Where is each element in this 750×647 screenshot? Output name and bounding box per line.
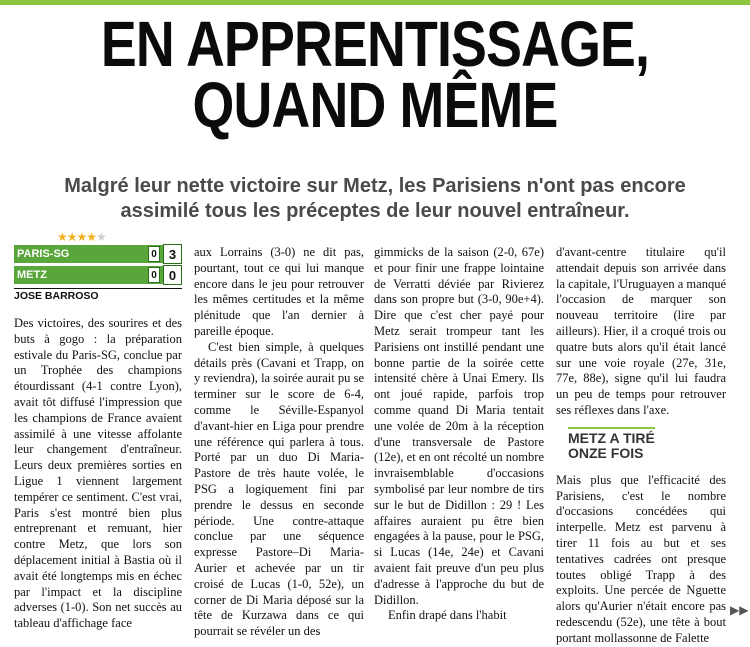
score-row-away [14,266,182,284]
article-column-4 [556,245,726,647]
article-column-2 [194,245,364,640]
subtitle [0,174,750,224]
article-column-1 [14,316,182,632]
score-row-home [14,245,182,263]
away-team-name: METZ [17,269,47,281]
continue-arrow-icon: ▶▶ [730,603,749,617]
paragraph: Enfin drapé dans l'habit [388,608,507,623]
home-half-score: 0 [148,246,160,262]
intertitle-line-1: METZ A TIRÉ [568,429,655,446]
author-byline: JOSE BARROSO [14,288,182,302]
article-column-3 [374,245,544,624]
home-final-score: 3 [163,244,182,264]
subtitle-line-1: Malgré leur nette victoire sur Metz, les Parisiens n'ont pas encore [64,175,686,197]
headline [60,8,690,141]
star-filled-icon: ★★★★ [57,230,97,244]
away-half-score: 0 [148,267,160,283]
paragraph: aux Lorrains (3-0) ne dit pas, pourtant, tout ce qui lui manque encore dans le jeu pour retrouver les mêmes certitudes et la même plénitude que l'an dernier à pareille époque. [194,245,364,338]
paragraph: gimmicks de la saison (2-0, 67e) et pour finir une frappe lointaine de Verratti déviée par Rivierez dans son propre but (3-0, 90e+4). Dire que c'est cher payé pour Metz serait trompeur tant les Parisiens ont instillé pendant une bonne partie de la soirée cette intensité chère à Unai Emery. Ils ont joué rapide, parfois trop comme quand Di Maria tentait une volée de 20m à la réception d'une transversale de Pastore (12e), et en ont récolté un nombre invraisemblable d'occasions symbolisé par leur nombre de tirs sur le but de Didillon : 29 ! Les affaires auraient pu être bien engagées à la pause, pour le PSG, si Lucas (14e, 24e) et Cavani avaient fait preuve d'un peu plus d'adresse à l'approche du but de Didillon. [374,245,544,607]
rating-stars [57,230,106,244]
headline-line-2: QUAND MÊME [192,69,558,141]
scoreboard [14,245,182,287]
paragraph: C'est bien simple, à quelques détails près (Cavani et Trapp, on y reviendra), la soirée aurait pu se terminer sur le score de 6-4, comme le Séville-Espanyol d'avant-hier en Liga pour prendre une référence qui parlera à tous. Porté par un duo Di Maria-Pastore de très haute volée, le PSG a logiquement fini par prendre le dessus en seconde période. Une contre-attaque conclue par une séquence expresse Pastore–Di Maria-Aurier et achevée par un tir croisé de Lucas (1-0, 52e), un corner de Di Maria déposé sur la tête de Kurzawa dans ce qui pourrait se révéler un des [194,339,364,639]
headline-line-1: EN APPRENTISSAGE, [100,8,650,80]
away-final-score: 0 [163,265,182,285]
subtitle-line-2: assimilé tous les préceptes de leur nouvel entraîneur. [120,200,630,222]
paragraph: Mais plus que l'efficacité des Parisiens, c'est le nombre d'occasions concédées qui interpelle. Metz est parvenu à tirer 11 fois au but et ses tentatives cadrées ont presque toutes obligé Trapp à des exploits. Une percée de Nguette alors qu'Aurier n'était encore pas redescendu (52e), une tête à bout portant mollassonne de Falette [556,472,726,645]
paragraph: Des victoires, des sourires et des buts à gogo : la préparation estivale du Paris-SG, conclue par un Trophée des champions étourdissant (4-1 contre Lyon), avait tôt diffusé l'impression que les champions de France avaient assimilé à une vitesse affolante leur changement d'entraîneur. Leurs deux premières sorties en Ligue 1 viennent largement tempérer ce sentiment. C'est vrai, Paris s'est montré bien plus entreprenant et remuant, hier contre Metz, que lors son déplacement initial à Bastia où il avait été longtemps mis en échec par l'impact et la discipline adverses (1-0). Son net succès au tableau d'affichage face [14,316,182,631]
top-accent-bar [0,0,750,5]
intertitle [568,427,655,461]
intertitle-line-2: ONZE FOIS [568,444,644,461]
paragraph: d'avant-centre titulaire qu'il attendait depuis son arrivée dans la capitale, l'Uruguayen a manqué l'occasion de marquer son nouveau territoire (lire par ailleurs). Hier, il a croqué trois ou quatre buts alors qu'il était lancé sur une voie royale (27e, 31e, 77e, 88e), signe qu'il lui faudra un peu de temps pour retrouver ses réflexes dans l'axe. [556,245,726,417]
star-empty-icon: ★ [96,230,106,244]
home-team-name: PARIS-SG [17,248,70,260]
